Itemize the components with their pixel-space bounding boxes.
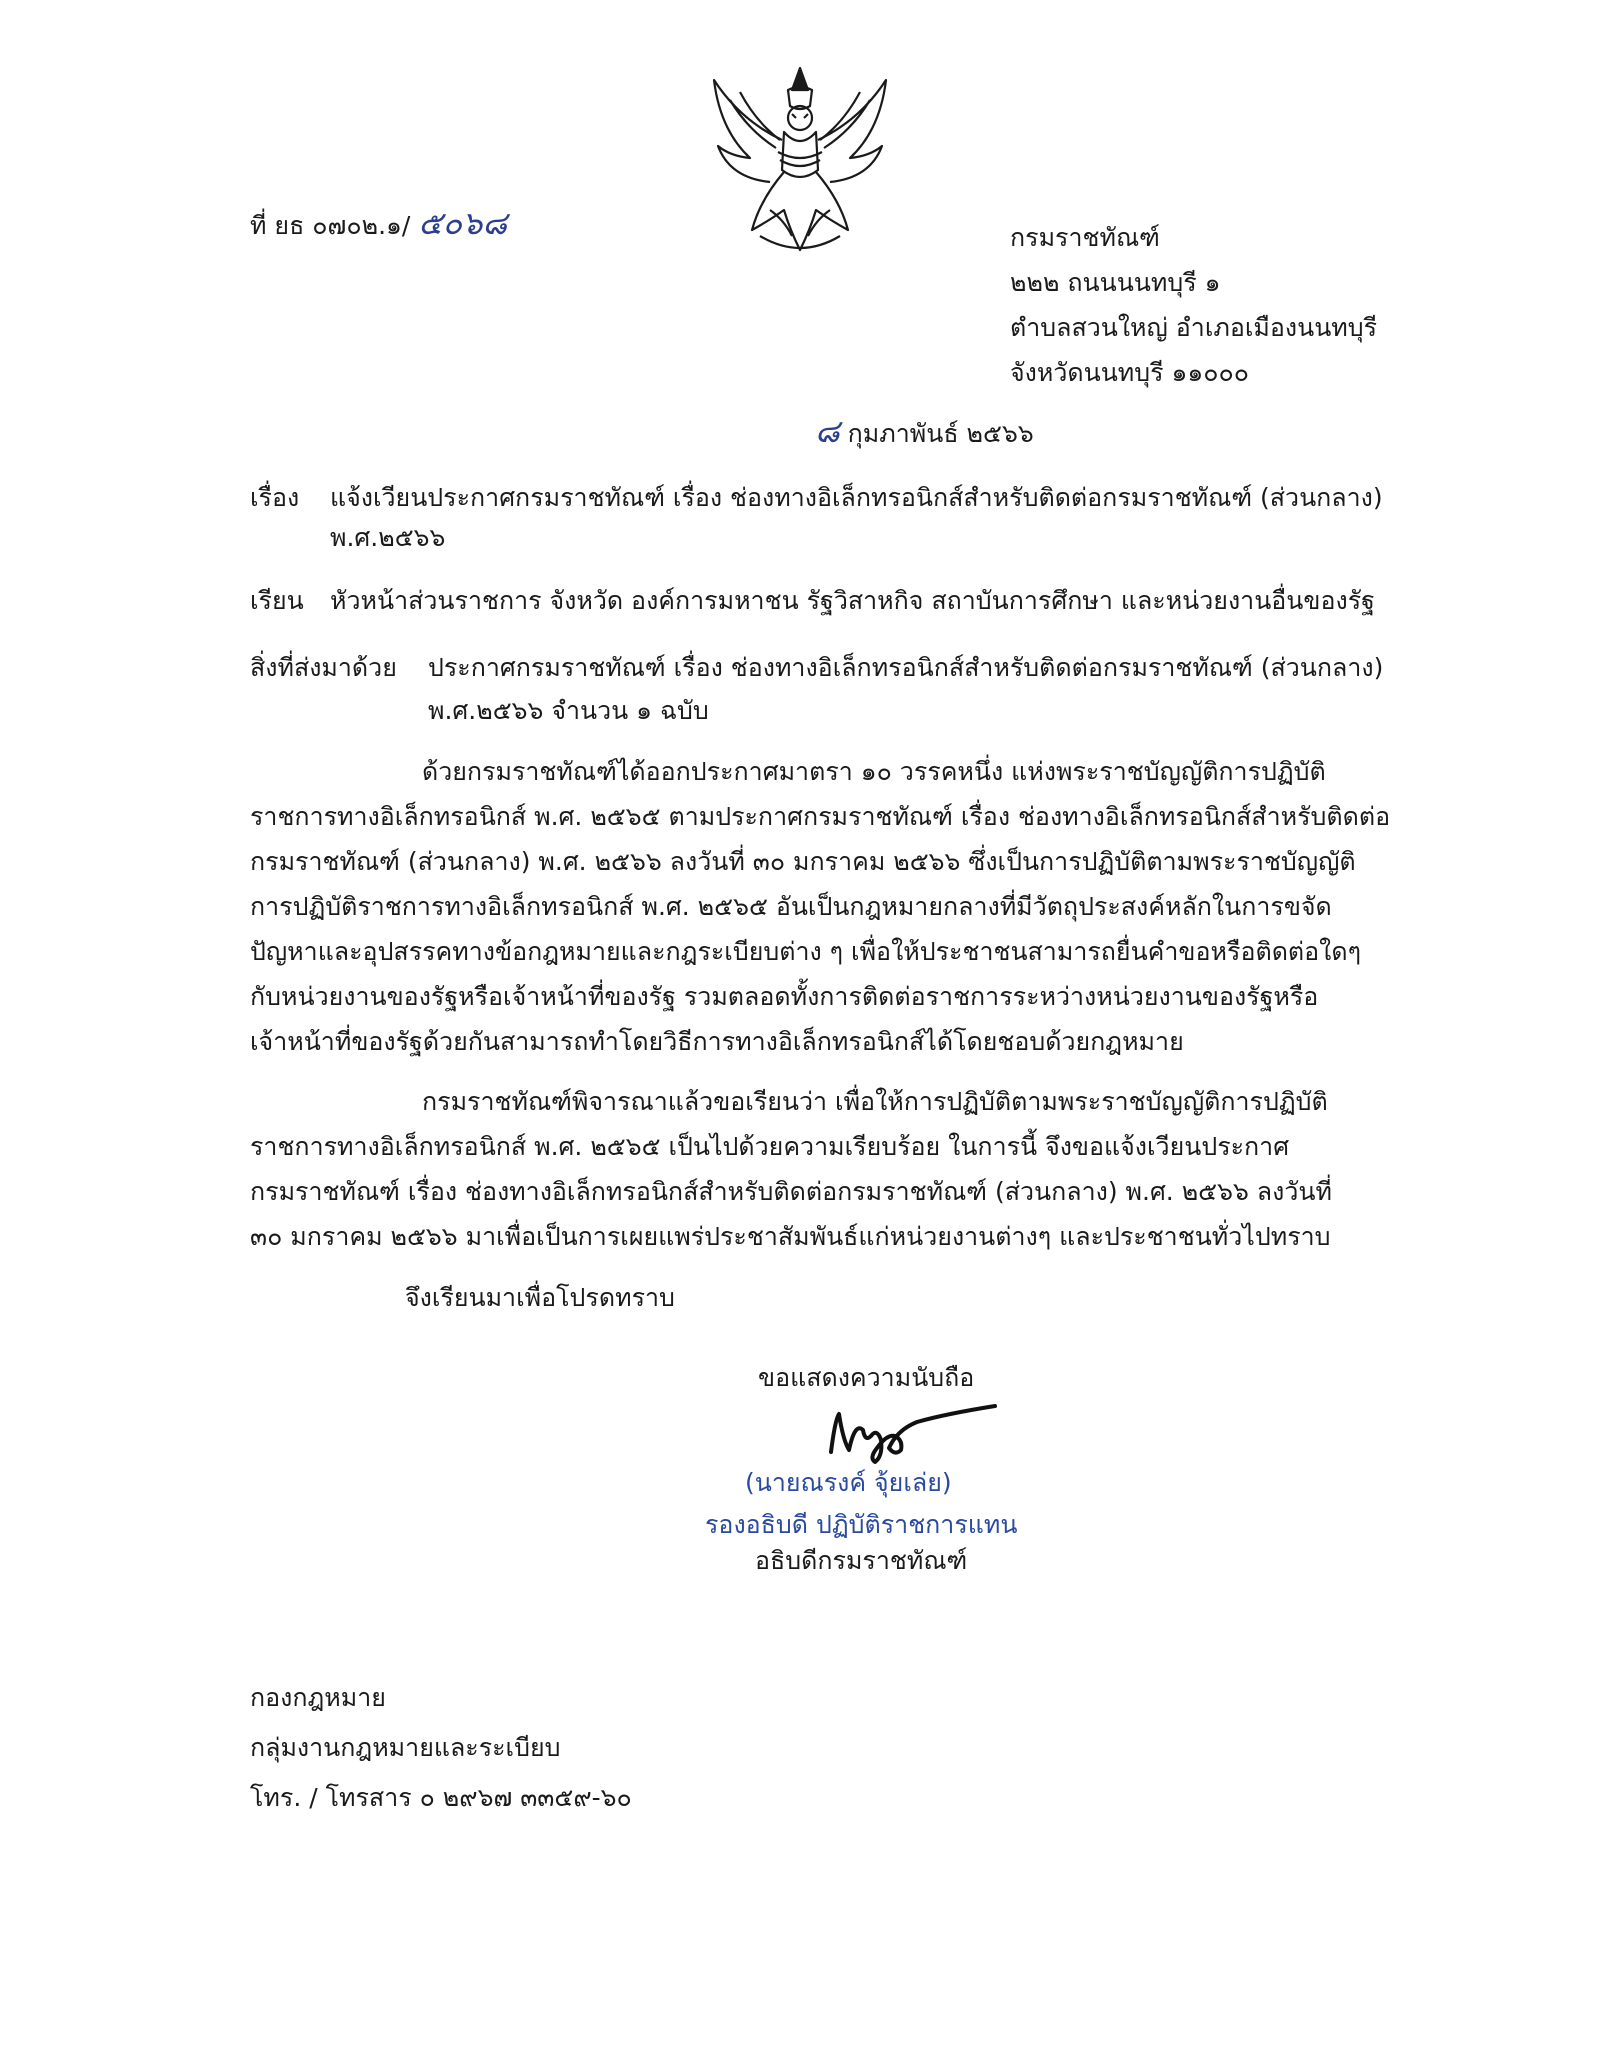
closing-salutation: ขอแสดงความนับถือ bbox=[758, 1363, 975, 1392]
document-date bbox=[815, 408, 1034, 457]
reference-number bbox=[250, 200, 507, 249]
paragraph-line: ราชการทางอิเล็กทรอนิกส์ พ.ศ. ๒๕๖๕ เป็นไปด้วยความเรียบร้อย ในการนี้ จึงขอแจ้งเวียนประกาศ bbox=[250, 1132, 1290, 1161]
footer-phone: โทร. / โทรสาร ๐ ๒๙๖๗ ๓๓๕๙-๖๐ bbox=[250, 1783, 632, 1812]
paragraph-line: การปฏิบัติราชการทางอิเล็กทรอนิกส์ พ.ศ. ๒๕๖๕ อันเป็นกฎหมายกลางที่มีวัตถุประสงค์หลักในการขจัด bbox=[250, 892, 1332, 921]
department-name: กรมราชทัณฑ์ bbox=[1010, 223, 1160, 252]
subject-label: เรื่อง bbox=[250, 483, 300, 512]
paragraph-line: ปัญหาและอุปสรรคทางข้อกฎหมายและกฎระเบียบต่าง ๆ เพื่อให้ประชาชนสามารถยื่นคำขอหรือติดต่อใดๆ bbox=[250, 937, 1362, 966]
paragraph-line: กับหน่วยงานของรัฐหรือเจ้าหน้าที่ของรัฐ รวมตลอดทั้งการติดต่อราชการระหว่างหน่วยงานของรัฐหรือ bbox=[250, 982, 1319, 1011]
paragraph-line: ด้วยกรมราชทัณฑ์ได้ออกประกาศมาตรา ๑๐ วรรคหนึ่ง แห่งพระราชบัญญัติการปฏิบัติ bbox=[422, 757, 1326, 786]
address-line-3: จังหวัดนนทบุรี ๑๑๐๐๐ bbox=[1010, 358, 1250, 387]
paragraph-line: เจ้าหน้าที่ของรัฐด้วยกันสามารถทำโดยวิธีการทางอิเล็กทรอนิกส์ได้โดยชอบด้วยกฎหมาย bbox=[250, 1027, 1184, 1056]
paragraph-line: กรมราชทัณฑ์ (ส่วนกลาง) พ.ศ. ๒๕๖๖ ลงวันที่ ๓๐ มกราคม ๒๕๖๖ ซึ่งเป็นการปฏิบัติตามพระราชบัญญัติ bbox=[250, 847, 1356, 876]
reference-handwritten: ๕๐๖๘ bbox=[418, 204, 508, 242]
to-recipients: หัวหน้าส่วนราชการ จังหวัด องค์การมหาชน รัฐวิสาหกิจ สถาบันการศึกษา และหน่วยงานอื่นของรัฐ bbox=[330, 586, 1375, 615]
subject-line-1: แจ้งเวียนประกาศกรมราชทัณฑ์ เรื่อง ช่องทางอิเล็กทรอนิกส์สำหรับติดต่อกรมราชทัณฑ์ (ส่วนกลาง) bbox=[330, 483, 1383, 512]
enclosure-line-2: พ.ศ.๒๕๖๖ จำนวน ๑ ฉบับ bbox=[428, 696, 709, 725]
date-day-handwritten: ๘ bbox=[815, 412, 840, 450]
address-line-1: ๒๒๒ ถนนนนทบุรี ๑ bbox=[1010, 268, 1221, 297]
enclosure-line-1: ประกาศกรมราชทัณฑ์ เรื่อง ช่องทางอิเล็กทรอนิกส์สำหรับติดต่อกรมราชทัณฑ์ (ส่วนกลาง) bbox=[428, 653, 1384, 682]
signatory-position-2: อธิบดีกรมราชทัณฑ์ bbox=[755, 1546, 968, 1575]
signatory-name: (นายณรงค์ จุ้ยเล่ย) bbox=[745, 1468, 952, 1497]
closing-request: จึงเรียนมาเพื่อโปรดทราบ bbox=[405, 1283, 675, 1312]
footer-division: กองกฎหมาย bbox=[250, 1683, 386, 1712]
paragraph-line: ๓๐ มกราคม ๒๕๖๖ มาเพื่อเป็นการเผยแพร่ประชาสัมพันธ์แก่หน่วยงานต่างๆ และประชาชนทั่วไปทราบ bbox=[250, 1222, 1331, 1251]
signatory-position-1: รองอธิบดี ปฏิบัติราชการแทน bbox=[705, 1510, 1018, 1539]
garuda-emblem bbox=[700, 60, 900, 265]
date-month-year: กุมภาพันธ์ ๒๕๖๖ bbox=[847, 419, 1034, 448]
paragraph-line: ราชการทางอิเล็กทรอนิกส์ พ.ศ. ๒๕๖๕ ตามประกาศกรมราชทัณฑ์ เรื่อง ช่องทางอิเล็กทรอนิกส์สำหรับติดต่อ bbox=[250, 802, 1391, 831]
enclosure-label: สิ่งที่ส่งมาด้วย bbox=[250, 653, 397, 682]
paragraph-line: กรมราชทัณฑ์ เรื่อง ช่องทางอิเล็กทรอนิกส์สำหรับติดต่อกรมราชทัณฑ์ (ส่วนกลาง) พ.ศ. ๒๕๖๖ ลงวันที่ bbox=[250, 1177, 1332, 1206]
subject-line-2: พ.ศ.๒๕๖๖ bbox=[330, 523, 446, 552]
to-label: เรียน bbox=[250, 586, 304, 615]
reference-prefix: ที่ ยธ ๐๗๐๒.๑/ bbox=[250, 211, 411, 240]
address-line-2: ตำบลสวนใหญ่ อำเภอเมืองนนทบุรี bbox=[1010, 313, 1378, 342]
footer-group: กลุ่มงานกฎหมายและระเบียบ bbox=[250, 1733, 561, 1762]
paragraph-line: กรมราชทัณฑ์พิจารณาแล้วขอเรียนว่า เพื่อให้การปฏิบัติตามพระราชบัญญัติการปฏิบัติ bbox=[422, 1087, 1328, 1116]
